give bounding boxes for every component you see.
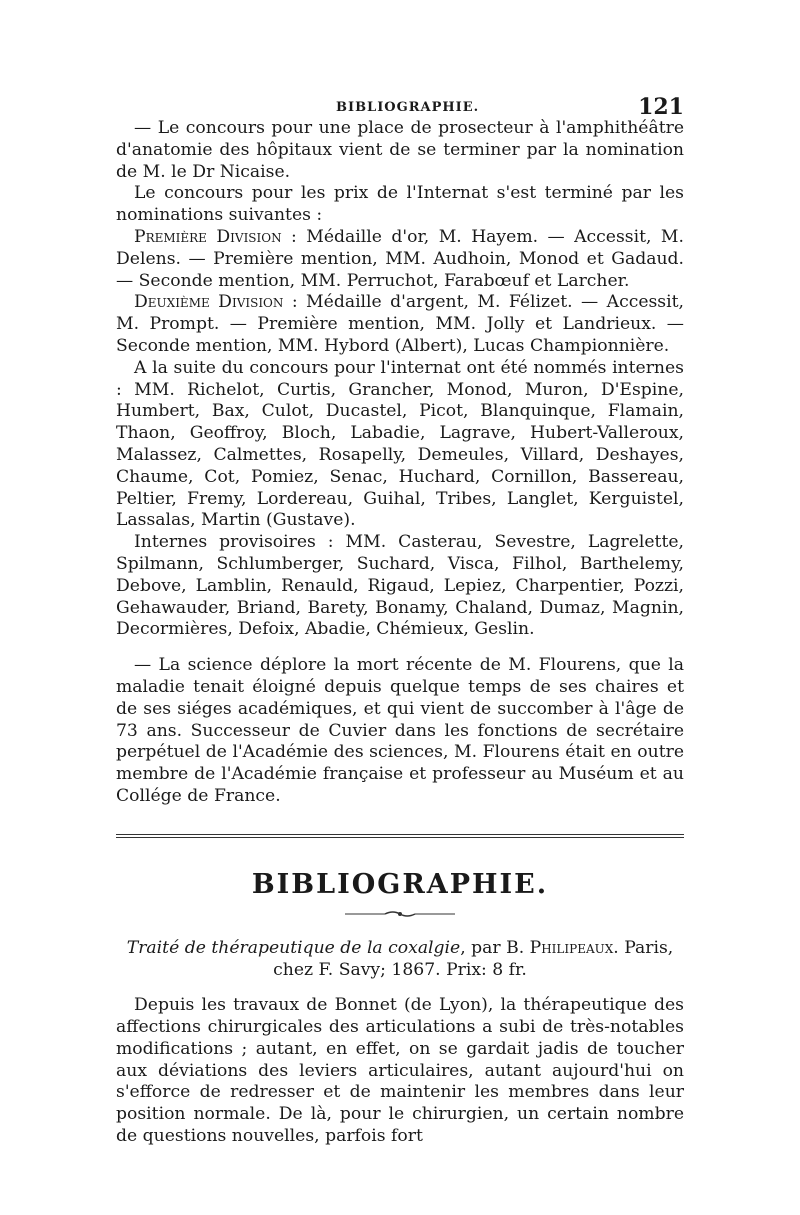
review-author-prefix: , par B. <box>460 937 530 958</box>
news-paragraph-deuxieme-division <box>116 292 684 357</box>
ornament-icon <box>116 904 684 918</box>
running-head-title: BIBLIOGRAPHIE. <box>336 100 480 115</box>
page-number: 121 <box>638 94 684 120</box>
section-title: BIBLIOGRAPHIE. <box>251 868 549 900</box>
section-divider <box>116 834 684 838</box>
review-title: Traité de thérapeutique de la coxalgie <box>126 937 461 958</box>
review-author: Philipeaux <box>529 937 614 958</box>
news-paragraph-internes: A la suite du concours pour l'internat ont été nommés internes : MM. Richelot, Curtis, Grancher, Monod, Muron, D'Espine, Humbert, Bax, Culot, Ducastel, Picot, Blanquinque, Flamain, Thaon, Geoffroy, Bloch, Labadie, Lagrave, Hubert-Valleroux, Malassez, Calmettes, Rosapelly, Demeules, Villard, Deshayes, Chaume, Cot, Pomiez, Senac, Huchard, Cornillon, Bassereau, Peltier, Fremy, Lordereau, Guihal, Tribes, Langlet, Kerguistel, Lassalas, Martin (Gustave). <box>116 357 684 531</box>
division-label: Première Division <box>134 226 282 247</box>
review-imprint: . Paris, chez F. Savy; 1867. Prix: 8 fr. <box>273 937 674 980</box>
division-label: Deuxième Division <box>134 292 284 313</box>
news-paragraph-prosecteur: — Le concours pour une place de prosecteur à l'amphithéâtre d'anatomie des hôpitaux vient de se terminer par la nomination de M. le Dr Nicaise. <box>116 118 684 182</box>
review-heading <box>116 938 684 982</box>
news-paragraph-internes-provisoires: Internes provisoires : MM. Casterau, Sevestre, Lagrelette, Spilmann, Schlumberger, Suchard, Visca, Filhol, Barthelemy, Debove, Lamblin, Renauld, Rigaud, Lepiez, Charpentier, Pozzi, Gehawauder, Briand, Barety, Bonamy, Chaland, Dumaz, Magnin, Decormières, Defoix, Abadie, Chémieux, Geslin. <box>116 532 684 640</box>
division-text: : Médaille d'or, M. Hayem. — Accessit, M. Delens. — Première mention, MM. Audhoin, Monod et Gadaud. — Seconde mention, MM. Perruchot, Farabœuf et Larcher. <box>116 226 684 291</box>
news-paragraph-flourens: — La science déplore la mort récente de M. Flourens, que la maladie tenait éloigné depuis quelque temps de ses chaires et de ses siéges académiques, et qui vient de succomber à l'âge de 73 ans. Successeur de Cuvier dans les fonctions de secrétaire perpétuel de l'Académie des sciences, M. Flourens était en outre membre de l'Académie française et professeur au Muséum et au Collége de France. <box>116 655 684 806</box>
running-head <box>116 96 684 118</box>
division-text: : Médaille d'argent, M. Félizet. — Accessit, M. Prompt. — Première mention, MM. Jolly et Landrieux. — Seconde mention, MM. Hybord (Albert), Lucas Championnière. <box>116 292 684 356</box>
page <box>116 96 684 1148</box>
news-paragraph-prix-internat: Le concours pour les prix de l'Internat s'est terminé par les nominations suivantes : <box>116 183 684 226</box>
news-paragraph-premiere-division <box>116 227 684 292</box>
review-body: Depuis les travaux de Bonnet (de Lyon), la thérapeutique des affections chirurgicales des articulations a subi de très-notables modifications ; autant, en effet, on se gardait jadis de toucher aux déviations des leviers articulaires, autant aujourd'hui on s'efforce de redresser et de maintenir les membres dans leur position normale. De là, pour le chirurgien, un certain nombre de questions nouvelles, parfois fort <box>116 995 684 1147</box>
